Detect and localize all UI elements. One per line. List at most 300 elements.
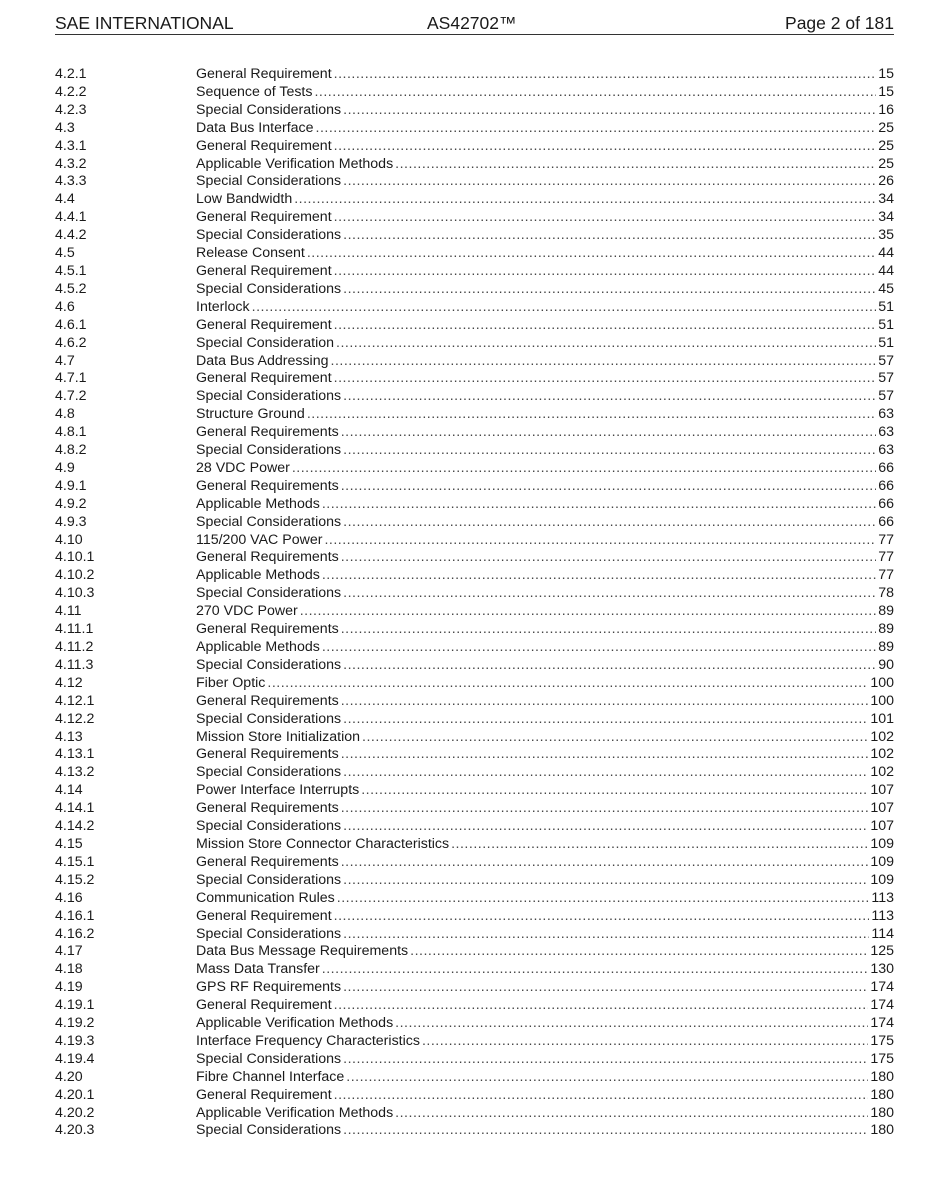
toc-entry[interactable]	[55, 191, 894, 209]
page-ref: 114	[871, 925, 894, 942]
table-of-contents	[55, 66, 894, 1140]
section-number: 4.15	[55, 835, 83, 852]
page-ref: 107	[870, 800, 894, 817]
section-title[interactable]: General Requirement	[196, 262, 332, 279]
dot-leader	[343, 173, 876, 191]
publisher-name: SAE INTERNATIONAL	[55, 13, 234, 33]
page-header	[55, 12, 894, 35]
dot-leader	[252, 299, 877, 317]
toc-entry[interactable]	[55, 1069, 894, 1087]
page-ref: 57	[878, 370, 894, 387]
section-number: 4.19.3	[55, 1032, 95, 1049]
dot-leader	[334, 66, 877, 84]
dot-leader	[343, 818, 868, 836]
section-number: 4.3.1	[55, 137, 87, 154]
page-ref: 51	[878, 316, 894, 333]
toc-entry[interactable]	[55, 442, 894, 460]
section-title[interactable]: Special Considerations	[196, 280, 342, 297]
page-ref: 180	[870, 1104, 894, 1121]
section-title[interactable]: Applicable Methods	[196, 495, 320, 512]
page-ref: 174	[870, 997, 894, 1014]
section-number: 4.5.1	[55, 262, 87, 279]
toc-entry[interactable]	[55, 84, 894, 102]
document-id: AS42702™	[427, 13, 517, 33]
dot-leader	[343, 585, 876, 603]
page-number: Page 2 of 181	[785, 13, 894, 33]
toc-entry[interactable]	[55, 299, 894, 317]
section-number: 4.6.1	[55, 316, 87, 333]
section-number: 4.12	[55, 674, 83, 691]
section-title[interactable]: 28 VDC Power	[196, 459, 290, 476]
dot-leader	[292, 460, 876, 478]
page-ref: 174	[870, 1015, 894, 1032]
page-ref: 63	[878, 442, 894, 459]
toc-entry[interactable]	[55, 317, 894, 335]
page-ref: 25	[878, 155, 894, 172]
page-ref: 113	[871, 889, 894, 906]
toc-entry[interactable]	[55, 908, 894, 926]
section-title[interactable]: Low Bandwidth	[196, 191, 293, 208]
toc-entry[interactable]	[55, 818, 894, 836]
dot-leader	[334, 209, 877, 227]
page-ref: 89	[878, 603, 894, 620]
toc-entry[interactable]	[55, 549, 894, 567]
section-number: 4.10.3	[55, 585, 95, 602]
section-number: 4.4	[55, 191, 75, 208]
page-ref: 100	[870, 674, 894, 691]
dot-leader	[343, 227, 876, 245]
page-ref: 15	[878, 83, 894, 100]
page-ref: 89	[878, 639, 894, 655]
section-number: 4.4.1	[55, 209, 87, 226]
dot-leader	[343, 442, 876, 460]
dot-leader	[343, 764, 868, 782]
page-ref: 109	[870, 853, 894, 870]
toc-entry[interactable]	[55, 1122, 894, 1140]
page-ref: 180	[870, 1086, 894, 1103]
section-number: 4.20.1	[55, 1086, 95, 1103]
page-ref: 109	[870, 871, 894, 888]
page-ref: 175	[870, 1032, 894, 1049]
page-ref: 107	[870, 818, 894, 835]
section-title[interactable]: Applicable Verification Methods	[196, 1015, 394, 1032]
toc-entry[interactable]	[55, 746, 894, 764]
section-title[interactable]: General Requirement	[196, 370, 332, 387]
section-title[interactable]: Special Considerations	[196, 513, 342, 530]
page-ref: 63	[878, 406, 894, 423]
page-ref: 66	[878, 495, 894, 512]
section-number: 4.19.1	[55, 997, 95, 1014]
dot-leader	[395, 1105, 868, 1123]
toc-entry[interactable]	[55, 782, 894, 800]
toc-entry[interactable]	[55, 370, 894, 388]
dot-leader	[343, 657, 876, 675]
toc-entry[interactable]	[55, 693, 894, 711]
toc-entry[interactable]	[55, 478, 894, 496]
dot-leader	[341, 549, 876, 567]
dot-leader	[341, 693, 869, 711]
toc-entry[interactable]	[55, 711, 894, 729]
dot-leader	[343, 102, 876, 120]
section-title[interactable]: Applicable Verification Methods	[196, 1104, 394, 1121]
section-title[interactable]: General Requirements	[196, 853, 339, 870]
section-number: 4.18	[55, 961, 83, 978]
page-ref: 34	[878, 209, 894, 226]
dot-leader	[341, 800, 869, 818]
section-number: 4.13.2	[55, 764, 95, 781]
page-ref: 113	[871, 907, 894, 924]
page-ref: 78	[878, 585, 894, 602]
page-ref: 66	[878, 477, 894, 494]
section-title[interactable]: Structure Ground	[196, 406, 305, 423]
page-ref: 77	[878, 567, 894, 584]
page-ref: 102	[870, 746, 894, 763]
dot-leader	[343, 979, 868, 997]
page-ref: 101	[870, 710, 894, 727]
page-ref: 90	[878, 656, 894, 673]
page-ref: 77	[878, 531, 894, 548]
section-number: 4.12.2	[55, 710, 95, 727]
section-title[interactable]: General Requirements	[196, 800, 339, 817]
section-number: 4.3.3	[55, 173, 87, 190]
dot-leader	[334, 370, 877, 388]
toc-entry[interactable]	[55, 729, 894, 747]
page-ref: 57	[878, 352, 894, 369]
toc-entry[interactable]	[55, 800, 894, 818]
toc-entry[interactable]	[55, 585, 894, 603]
section-number: 4.6.2	[55, 334, 87, 351]
section-number: 4.16.1	[55, 907, 95, 924]
page-ref: 107	[870, 782, 894, 799]
dot-leader	[395, 156, 876, 174]
dot-leader	[343, 872, 868, 890]
section-number: 4.7.2	[55, 388, 87, 405]
section-number: 4.10	[55, 531, 83, 548]
section-number: 4.14	[55, 782, 83, 799]
section-title[interactable]: General Requirement	[196, 316, 332, 333]
section-number: 4.19	[55, 979, 83, 996]
section-title[interactable]: Sequence of Tests	[196, 83, 313, 100]
toc-entry[interactable]	[55, 156, 894, 174]
section-title[interactable]: General Requirement	[196, 1086, 332, 1103]
section-number: 4.17	[55, 943, 83, 960]
section-title[interactable]: General Requirement	[196, 997, 332, 1014]
toc-entry[interactable]	[55, 460, 894, 478]
dot-leader	[422, 1033, 868, 1051]
dot-leader	[343, 281, 876, 299]
dot-leader	[343, 926, 869, 944]
section-number: 4.5.2	[55, 280, 87, 297]
section-number: 4.2.2	[55, 83, 87, 100]
dot-leader	[307, 245, 876, 263]
dot-leader	[341, 424, 876, 442]
toc-entry[interactable]	[55, 263, 894, 281]
dot-leader	[267, 675, 868, 693]
toc-entry[interactable]	[55, 388, 894, 406]
dot-leader	[343, 711, 868, 729]
page-ref: 34	[878, 191, 894, 208]
section-number: 4.19.2	[55, 1015, 95, 1032]
section-title[interactable]: Interface Frequency Characteristics	[196, 1032, 420, 1049]
dot-leader	[410, 943, 868, 961]
section-number: 4.20	[55, 1068, 83, 1085]
section-title[interactable]: Applicable Verification Methods	[196, 155, 394, 172]
section-title[interactable]: Mission Store Connector Characteristics	[196, 835, 450, 852]
toc-entry[interactable]	[55, 173, 894, 191]
dot-leader	[334, 1087, 869, 1105]
dot-leader	[361, 782, 868, 800]
page-ref: 44	[878, 262, 894, 279]
section-number: 4.11	[55, 603, 82, 620]
toc-entry[interactable]	[55, 353, 894, 371]
section-title[interactable]: Special Considerations	[196, 585, 342, 602]
section-title[interactable]: Applicable Methods	[196, 567, 320, 584]
toc-entry[interactable]	[55, 532, 894, 550]
section-number: 4.15.2	[55, 871, 95, 888]
dot-leader	[451, 836, 868, 854]
section-title[interactable]: General Requirement	[196, 907, 332, 924]
section-number: 4.3.2	[55, 155, 87, 172]
section-number: 4.14.1	[55, 800, 95, 817]
page-ref: 125	[870, 943, 894, 960]
section-number: 4.11.1	[55, 621, 94, 638]
section-title[interactable]: Special Considerations	[196, 227, 342, 244]
toc-entry[interactable]	[55, 997, 894, 1015]
dot-leader	[343, 514, 876, 532]
dot-leader	[341, 621, 876, 639]
dot-leader	[322, 961, 869, 979]
toc-entry[interactable]	[55, 102, 894, 120]
section-title[interactable]: General Requirement	[196, 66, 332, 82]
page-ref: 57	[878, 388, 894, 405]
dot-leader	[300, 603, 876, 621]
toc-entry[interactable]	[55, 675, 894, 693]
dot-leader	[334, 263, 877, 281]
section-number: 4.19.4	[55, 1050, 95, 1067]
toc-entry[interactable]	[55, 1105, 894, 1123]
section-number: 4.10.1	[55, 549, 95, 566]
page-ref: 175	[870, 1050, 894, 1067]
section-number: 4.5	[55, 245, 75, 262]
toc-entry[interactable]	[55, 227, 894, 245]
section-number: 4.8	[55, 406, 75, 423]
toc-entry[interactable]	[55, 66, 894, 84]
dot-leader	[334, 317, 877, 335]
dot-leader	[316, 120, 877, 138]
toc-entry[interactable]	[55, 1033, 894, 1051]
section-number: 4.7	[55, 352, 75, 369]
section-number: 4.8.2	[55, 442, 87, 459]
dot-leader	[337, 890, 870, 908]
dot-leader	[334, 908, 870, 926]
toc-entry[interactable]	[55, 496, 894, 514]
dot-leader	[334, 997, 869, 1015]
dot-leader	[322, 639, 876, 657]
section-title[interactable]: Special Considerations	[196, 656, 342, 673]
section-number: 4.3	[55, 119, 75, 136]
page-ref: 51	[878, 298, 894, 315]
section-title[interactable]: Special Considerations	[196, 764, 342, 781]
section-number: 4.20.2	[55, 1104, 95, 1121]
toc-entry[interactable]	[55, 639, 894, 657]
toc-entry[interactable]	[55, 245, 894, 263]
toc-entry[interactable]	[55, 621, 894, 639]
page-ref: 15	[878, 66, 894, 82]
section-title[interactable]: Mass Data Transfer	[196, 961, 320, 978]
section-title[interactable]: Special Considerations	[196, 1050, 342, 1067]
page-ref: 63	[878, 424, 894, 441]
section-title[interactable]: Power Interface Interrupts	[196, 782, 360, 799]
toc-entry[interactable]	[55, 281, 894, 299]
section-title[interactable]: General Requirements	[196, 477, 339, 494]
section-number: 4.6	[55, 298, 75, 315]
section-number: 4.12.1	[55, 692, 95, 709]
section-title[interactable]: Data Bus Addressing	[196, 352, 329, 369]
section-number: 4.8.1	[55, 424, 87, 441]
section-title[interactable]: Data Bus Interface	[196, 119, 314, 136]
page-ref: 51	[878, 334, 894, 351]
dot-leader	[314, 84, 876, 102]
page-ref: 25	[878, 137, 894, 154]
toc-entry[interactable]	[55, 514, 894, 532]
section-title[interactable]: General Requirements	[196, 549, 339, 566]
toc-entry[interactable]	[55, 1015, 894, 1033]
section-title[interactable]: Fibre Channel Interface	[196, 1068, 345, 1085]
page-ref: 77	[878, 549, 894, 566]
page-ref: 16	[878, 101, 894, 118]
section-number: 4.11.3	[55, 656, 94, 673]
section-title[interactable]: Communication Rules	[196, 889, 335, 906]
page-ref: 66	[878, 513, 894, 530]
page-ref: 180	[870, 1068, 894, 1085]
section-title[interactable]: Special Consideration	[196, 334, 335, 351]
section-title[interactable]: General Requirement	[196, 209, 332, 226]
dot-leader	[341, 854, 869, 872]
page-ref: 25	[878, 119, 894, 136]
page-ref: 130	[870, 961, 894, 978]
section-title[interactable]: General Requirements	[196, 621, 339, 638]
section-title[interactable]: Special Considerations	[196, 173, 342, 190]
toc-entry[interactable]	[55, 890, 894, 908]
dot-leader	[331, 353, 877, 371]
section-title[interactable]: General Requirements	[196, 746, 339, 763]
dot-leader	[322, 496, 876, 514]
section-title[interactable]: 115/200 VAC Power	[196, 531, 323, 548]
toc-entry[interactable]	[55, 120, 894, 138]
section-title[interactable]: Release Consent	[196, 245, 305, 262]
dot-leader	[346, 1069, 868, 1087]
toc-entry[interactable]	[55, 872, 894, 890]
page-ref: 26	[878, 173, 894, 190]
dot-leader	[341, 746, 869, 764]
section-title[interactable]: Special Considerations	[196, 818, 342, 835]
section-title[interactable]: Special Considerations	[196, 388, 342, 405]
dot-leader	[322, 567, 876, 585]
section-title[interactable]: Special Considerations	[196, 101, 342, 118]
toc-entry[interactable]	[55, 1051, 894, 1069]
page-ref: 100	[870, 692, 894, 709]
section-number: 4.13.1	[55, 746, 95, 763]
dot-leader	[324, 532, 876, 550]
dot-leader	[341, 478, 876, 496]
section-number: 4.2.1	[55, 66, 87, 82]
section-title[interactable]: Special Considerations	[196, 925, 342, 942]
section-number: 4.9	[55, 459, 75, 476]
toc-entry[interactable]	[55, 209, 894, 227]
toc-entry[interactable]	[55, 1087, 894, 1105]
dot-leader	[343, 1051, 868, 1069]
toc-entry[interactable]	[55, 854, 894, 872]
page-ref: 66	[878, 459, 894, 476]
toc-entry[interactable]	[55, 961, 894, 979]
section-number: 4.11.2	[55, 639, 94, 655]
section-number: 4.13	[55, 728, 83, 745]
section-title[interactable]: Special Considerations	[196, 871, 342, 888]
section-title[interactable]: General Requirements	[196, 424, 339, 441]
section-number: 4.9.3	[55, 513, 87, 530]
toc-entry[interactable]	[55, 836, 894, 854]
toc-entry[interactable]	[55, 406, 894, 424]
section-title[interactable]: 270 VDC Power	[196, 603, 298, 620]
page-ref: 102	[870, 764, 894, 781]
dot-leader	[362, 729, 868, 747]
dot-leader	[307, 406, 876, 424]
toc-entry[interactable]	[55, 424, 894, 442]
section-title[interactable]: Special Considerations	[196, 442, 342, 459]
toc-entry[interactable]	[55, 926, 894, 944]
section-title[interactable]: Special Considerations	[196, 710, 342, 727]
section-title[interactable]: Fiber Optic	[196, 674, 266, 691]
page-ref: 44	[878, 245, 894, 262]
toc-entry[interactable]	[55, 764, 894, 782]
section-title[interactable]: Special Considerations	[196, 1122, 342, 1139]
section-title[interactable]: Interlock	[196, 298, 250, 315]
section-number: 4.9.1	[55, 477, 87, 494]
section-title[interactable]: GPS RF Requirements	[196, 979, 342, 996]
toc-entry[interactable]	[55, 603, 894, 621]
toc-entry[interactable]	[55, 657, 894, 675]
page-ref: 180	[870, 1122, 894, 1139]
section-title[interactable]: General Requirements	[196, 692, 339, 709]
section-number: 4.10.2	[55, 567, 95, 584]
toc-entry[interactable]	[55, 943, 894, 961]
section-title[interactable]: General Requirement	[196, 137, 332, 154]
toc-entry[interactable]	[55, 979, 894, 997]
page-ref: 109	[870, 835, 894, 852]
section-number: 4.16	[55, 889, 83, 906]
section-number: 4.14.2	[55, 818, 95, 835]
section-title[interactable]: Mission Store Initialization	[196, 728, 361, 745]
section-number: 4.16.2	[55, 925, 95, 942]
section-number: 4.15.1	[55, 853, 95, 870]
section-number: 4.9.2	[55, 495, 87, 512]
section-number: 4.7.1	[55, 370, 87, 387]
page-ref: 174	[870, 979, 894, 996]
dot-leader	[334, 138, 877, 156]
section-number: 4.20.3	[55, 1122, 95, 1139]
page-ref: 45	[878, 280, 894, 297]
section-title[interactable]: Applicable Methods	[196, 639, 320, 655]
section-title[interactable]: Data Bus Message Requirements	[196, 943, 409, 960]
dot-leader	[395, 1015, 868, 1033]
dot-leader	[343, 1122, 868, 1140]
dot-leader	[294, 191, 876, 209]
page-ref: 102	[870, 728, 894, 745]
toc-entry[interactable]	[55, 567, 894, 585]
page-ref: 89	[878, 621, 894, 638]
toc-entry[interactable]	[55, 335, 894, 353]
toc-entry[interactable]	[55, 138, 894, 156]
